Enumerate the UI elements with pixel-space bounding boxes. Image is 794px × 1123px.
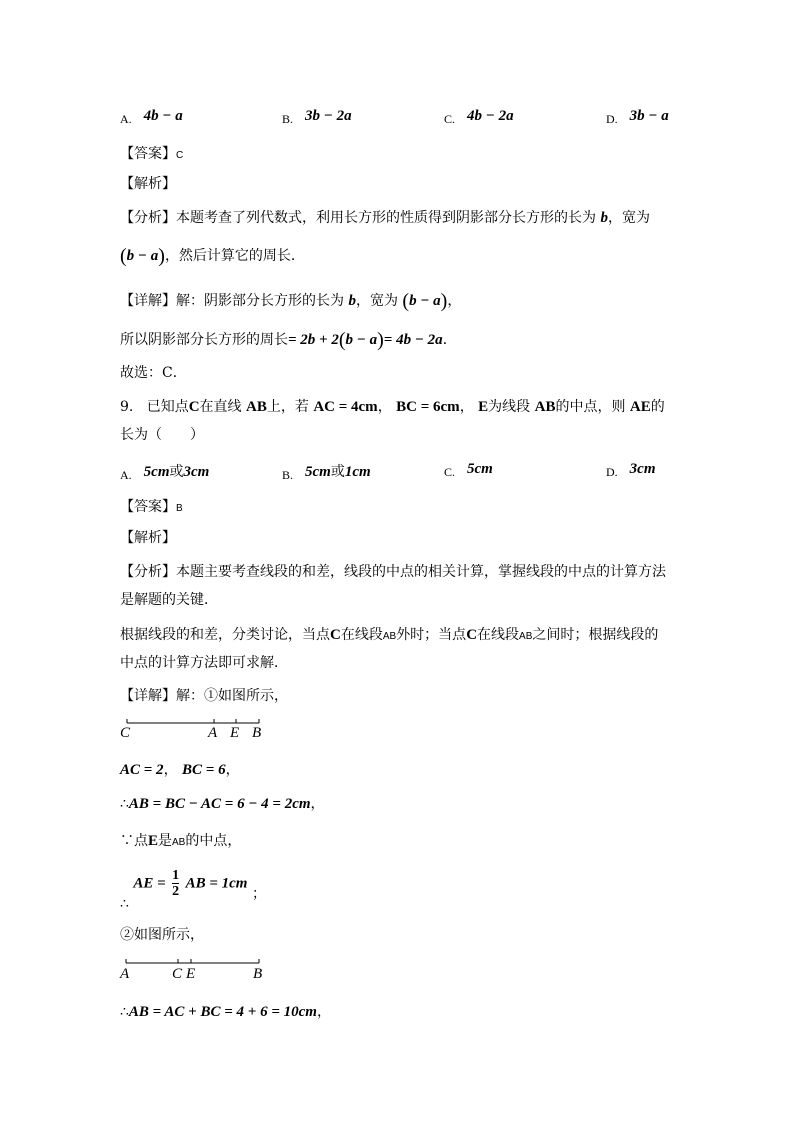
segment-figure-1: [120, 713, 280, 753]
q8-options: [120, 108, 680, 132]
fig2-label-c: C: [172, 966, 183, 982]
q9-para-line1: 根据线段的和差，分类讨论，当点C在线段AB外时；当点C在线段AB之间时；根据线段的: [120, 627, 659, 643]
fig2-label-b: B: [253, 966, 263, 982]
q9-option-d[interactable]: D. 3cm: [606, 461, 656, 479]
q8-choose: 故选：C．: [120, 365, 187, 381]
q9-stem-line1: 9. 已知点C在直线 AB上，若 AC = 4cm， BC = 6cm， E为线段 AB的中点，则 AE的: [120, 399, 665, 415]
q8-fenxi-line2: (b − a)，然后计算它的周长．: [120, 245, 305, 267]
q9-ae-calc: ∴ AE = $\frac{1}{2}$ AB = 1cm ；: [120, 868, 266, 912]
fraction-half: $\frac{1}{2}$: [172, 868, 180, 899]
fig1-label-a: A: [208, 725, 218, 741]
q9-stem-line2: 长为（ ）: [120, 427, 204, 443]
q9-para-line2: 中点的计算方法即可求解．: [120, 655, 288, 671]
q9-analysis-heading: 【解析】: [120, 530, 176, 546]
q8-fenxi-line1: 【分析】本题考查了列代数式，利用长方形的性质得到阴影部分长方形的长为 b，宽为: [120, 210, 650, 226]
fig1-label-b: B: [252, 725, 262, 741]
q9-midpoint: ∵点E是AB的中点，: [120, 833, 242, 849]
q8-option-c[interactable]: C. 4b − 2a: [444, 108, 514, 126]
q9-answer: 【答案】B: [120, 499, 183, 515]
q8-analysis-heading: 【解析】: [120, 176, 176, 192]
q9-fenxi-line2: 是解题的关键．: [120, 592, 218, 608]
q8-option-a[interactable]: A. 4b − a: [120, 108, 183, 126]
q9-eq2: ∴AB = BC − AC = 6 − 4 = 2cm，: [120, 796, 325, 812]
q9-case1: 【详解】解：①如图所示，: [120, 688, 288, 704]
q9-option-c[interactable]: C. 5cm: [444, 461, 493, 479]
fig2-label-a: A: [120, 966, 130, 982]
q9-option-b[interactable]: B. 5cm 或 1cm: [282, 464, 371, 482]
q9-eq1: AC = 2， BC = 6，: [120, 762, 240, 778]
q8-perimeter: 所以阴影部分长方形的周长= 2b + 2(b − a)= 4b − 2a．: [120, 329, 457, 351]
q9-options: [120, 461, 680, 485]
fig1-label-e: E: [230, 725, 240, 741]
q8-option-b[interactable]: B. 3b − 2a: [282, 108, 352, 126]
q9-option-a[interactable]: A. 5cm 或 3cm: [120, 464, 210, 482]
q8-option-d[interactable]: D. 3b − a: [606, 108, 669, 126]
fig2-label-e: E: [186, 966, 196, 982]
q9-eq3: ∴AB = AC + BC = 4 + 6 = 10cm，: [120, 1004, 331, 1020]
q9-case2: ②如图所示，: [120, 927, 204, 943]
q8-answer: 【答案】C: [120, 146, 184, 162]
segment-figure-2: [120, 954, 280, 994]
fig1-label-c: C: [120, 725, 131, 741]
q9-fenxi-line1: 【分析】本题主要考查线段的和差，线段的中点的相关计算，掌握线段的中点的计算方法: [120, 564, 666, 580]
q8-detail-line1: 【详解】解：阴影部分长方形的长为 b，宽为 (b − a)，: [120, 290, 462, 312]
